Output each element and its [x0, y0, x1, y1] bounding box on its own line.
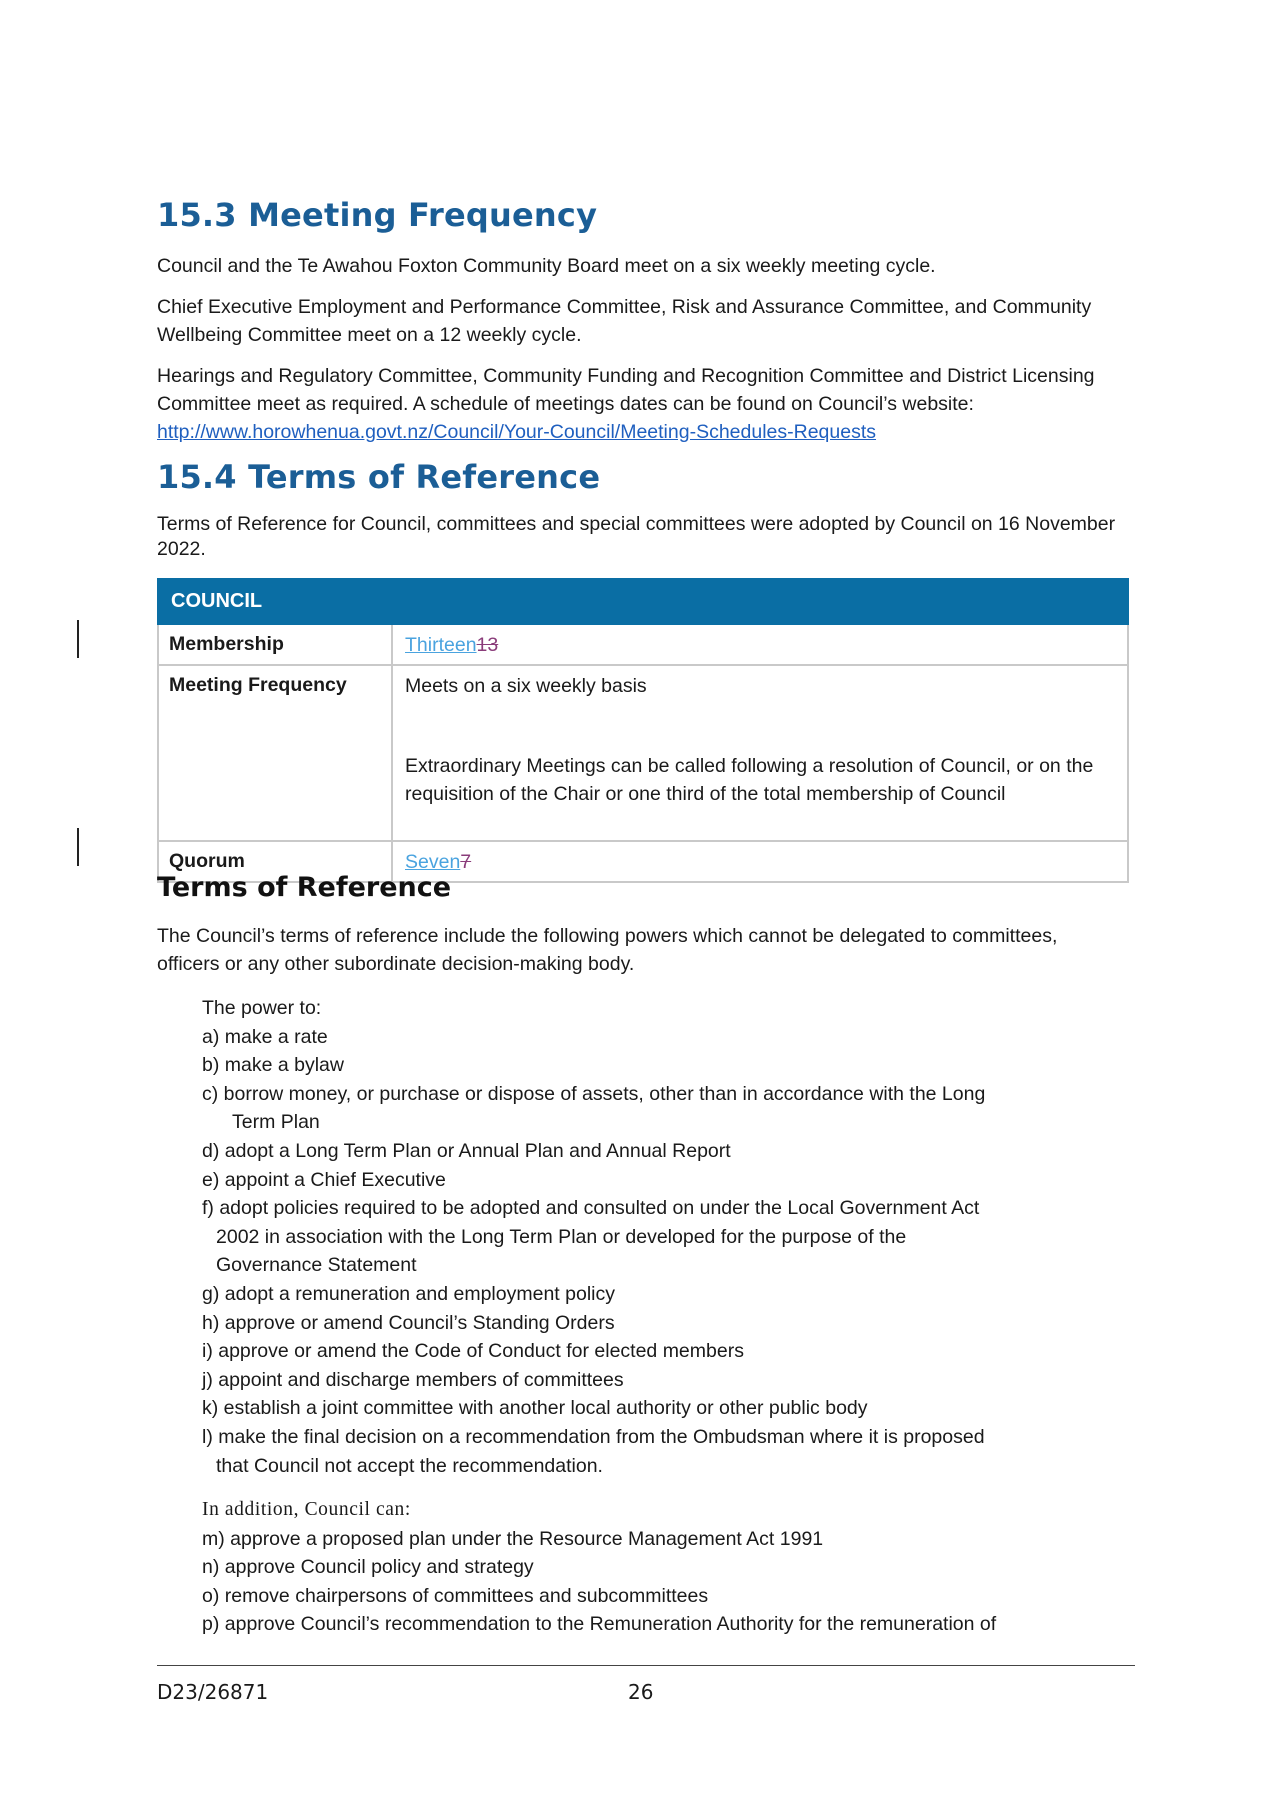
- list-item: c) borrow money, or purchase or dispose of assets, other than in accordance with the Long: [202, 1082, 986, 1105]
- list-item: j) appoint and discharge members of committees: [202, 1368, 624, 1391]
- list-item: k) establish a joint committee with another local authority or other public body: [202, 1397, 868, 1420]
- list-item: l) make the final decision on a recommendation from the Ombudsman where it is proposed: [202, 1425, 985, 1448]
- list-item-continuation: that Council not accept the recommendation.: [216, 1454, 603, 1477]
- list-item: e) appoint a Chief Executive: [202, 1168, 446, 1191]
- power-intro: The power to:: [202, 997, 322, 1019]
- membership-inserted-text: Thirteen: [405, 634, 477, 656]
- quorum-deleted-text: 7: [460, 851, 472, 873]
- council-table: [157, 578, 1129, 883]
- meeting-frequency-label: Meeting Frequency: [158, 665, 392, 841]
- paragraph-terms-intro: The Council’s terms of reference include the following powers which cannot be delegated to committees, officers or any other subordinate decision-making body.: [157, 925, 1058, 975]
- frequency-line-1: Meets on a six weekly basis: [405, 675, 647, 697]
- list-item: m) approve a proposed plan under the Resource Management Act 1991: [202, 1527, 824, 1550]
- footer-divider: [157, 1665, 1135, 1666]
- footer-document-id: D23/26871: [157, 1680, 269, 1704]
- membership-value: [392, 624, 1128, 665]
- section-heading-terms-of-reference: 15.4 Terms of Reference: [157, 458, 601, 496]
- list-item-continuation: Governance Statement: [216, 1254, 417, 1277]
- paragraph-meeting-schedule: [157, 362, 1117, 446]
- list-item: i) approve or amend the Code of Conduct for elected members: [202, 1340, 744, 1363]
- membership-deleted-text: 13: [476, 634, 499, 656]
- paragraph-council-meeting-cycle: Council and the Te Awahou Foxton Community Board meet on a six weekly meeting cycle.: [157, 255, 936, 277]
- frequency-line-2: Extraordinary Meetings can be called following a resolution of Council, or on the requisition of the Chair or one third of the total membership of Council: [405, 755, 1094, 805]
- list-item: p) approve Council’s recommendation to the Remuneration Authority for the remuneration of: [202, 1613, 997, 1636]
- meeting-frequency-value: [392, 665, 1128, 841]
- list-item: d) adopt a Long Term Plan or Annual Plan and Annual Report: [202, 1139, 731, 1162]
- tracked-change-bar: [77, 828, 79, 866]
- paragraph-committees-cycle: Chief Executive Employment and Performance Committee, Risk and Assurance Committee, and Community Wellbeing Committee meet on a 12 weekly cycle.: [157, 296, 1092, 346]
- list-item: a) make a rate: [202, 1025, 328, 1048]
- tracked-change-bar: [77, 620, 79, 658]
- list-item: g) adopt a remuneration and employment policy: [202, 1282, 615, 1305]
- list-item: o) remove chairpersons of committees and subcommittees: [202, 1584, 709, 1607]
- quorum-label: Quorum: [158, 841, 392, 882]
- meeting-schedule-link[interactable]: http://www.horowhenua.govt.nz/Council/Your-Council/Meeting-Schedules-Requests: [157, 421, 877, 443]
- quorum-inserted-text: Seven: [405, 851, 461, 873]
- list-item-continuation: 2002 in association with the Long Term Plan or developed for the purpose of the: [216, 1225, 907, 1248]
- footer-page-number: 26: [628, 1680, 654, 1704]
- table-row-membership: [158, 624, 1128, 665]
- list-item: b) make a bylaw: [202, 1054, 344, 1077]
- list-item: h) approve or amend Council’s Standing Orders: [202, 1311, 615, 1334]
- additional-powers-list: [202, 1496, 1122, 1639]
- table-row-meeting-frequency: [158, 665, 1128, 841]
- list-item-continuation: Term Plan: [232, 1111, 320, 1134]
- list-item: n) approve Council policy and strategy: [202, 1556, 534, 1579]
- list-item: f) adopt policies required to be adopted and consulted on under the Local Government Act: [202, 1197, 980, 1220]
- addition-intro: In addition, Council can:: [202, 1499, 411, 1520]
- quorum-value: [392, 841, 1128, 882]
- paragraph-terms-adopted: Terms of Reference for Council, committees and special committees were adopted by Council on 16 November 2022.: [157, 513, 1116, 560]
- schedule-text: Hearings and Regulatory Committee, Community Funding and Recognition Committee and District Licensing Committee meet as required. A schedule of meetings dates can be found on Council’s website:: [157, 365, 1095, 415]
- membership-label: Membership: [158, 624, 392, 665]
- council-table-header: COUNCIL: [158, 579, 1128, 624]
- powers-list: [202, 994, 1122, 1480]
- section-heading-meeting-frequency: 15.3 Meeting Frequency: [157, 196, 598, 234]
- terms-of-reference-heading: Terms of Reference: [157, 872, 452, 903]
